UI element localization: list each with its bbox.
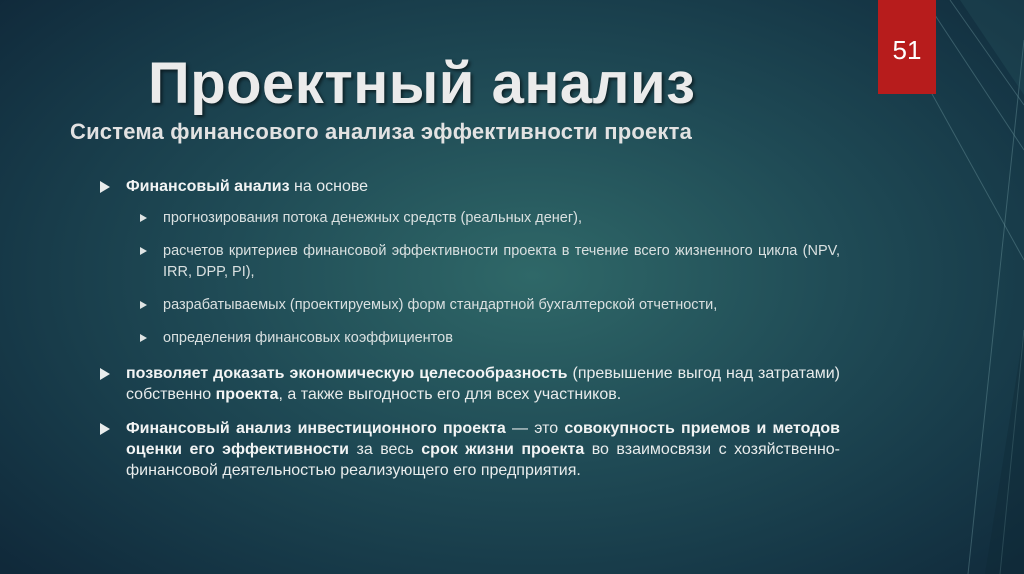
sub-bullet-ratios	[100, 328, 840, 349]
bullet-text: (превышение выгод над затратами) собственно	[126, 365, 841, 403]
bullet-arrow-icon	[100, 423, 110, 435]
bullet-text: во взаимосвязи с хозяйственно-финансовой деятельностью реализующего его предприятия.	[126, 441, 841, 479]
sub-bullet-text: разрабатываемых (проектируемых) форм стандартной бухгалтерской отчетности,	[163, 297, 718, 313]
bullet-bold-text: Финансовый анализ	[126, 178, 290, 195]
sub-bullet-arrow-icon	[140, 247, 147, 255]
bullet-investment-analysis	[100, 418, 840, 481]
page-number: 51	[892, 34, 922, 65]
sub-bullet-arrow-icon	[140, 334, 147, 342]
bullet-economic-feasibility	[100, 363, 840, 405]
bullet-text: за весь	[348, 441, 422, 458]
bullet-arrow-icon	[100, 181, 110, 193]
sub-bullet-cash-flow	[100, 208, 840, 229]
sub-bullet-arrow-icon	[140, 214, 147, 222]
bullet-bold-text: проекта	[215, 386, 279, 403]
sub-bullet-arrow-icon	[140, 301, 147, 309]
sub-bullet-criteria	[100, 241, 840, 283]
bullet-bold-text: позволяет доказать экономическую целесообразность	[126, 365, 568, 382]
page-number-badge	[878, 0, 936, 94]
bullet-list	[100, 176, 840, 481]
sub-bullet-reporting	[100, 295, 840, 316]
bullet-bold-text: совокупность приемов и методов оценки его эффективности	[126, 420, 840, 458]
bullet-text: на основе	[289, 178, 369, 195]
bullet-arrow-icon	[100, 368, 110, 380]
bullet-financial-analysis	[100, 176, 840, 197]
slide-subtitle: Система финансового анализа эффективности проекта	[70, 119, 693, 144]
sub-bullet-text: расчетов критериев финансовой эффективности проекта в течение всего жизненного цикла (NPV, IRR, DPP, PI),	[163, 243, 840, 280]
sub-bullet-text: прогнозирования потока денежных средств (реальных денег),	[163, 210, 583, 226]
slide-title: Проектный анализ	[148, 51, 696, 116]
bullet-bold-text: срок жизни проекта	[421, 441, 585, 458]
sub-bullet-text: определения финансовых коэффициентов	[163, 330, 453, 346]
bullet-text: , а также выгодность его для всех участников.	[278, 386, 622, 403]
bullet-bold-text: Финансовый анализ инвестиционного проекта	[126, 420, 506, 437]
bullet-text: — это	[505, 420, 565, 437]
